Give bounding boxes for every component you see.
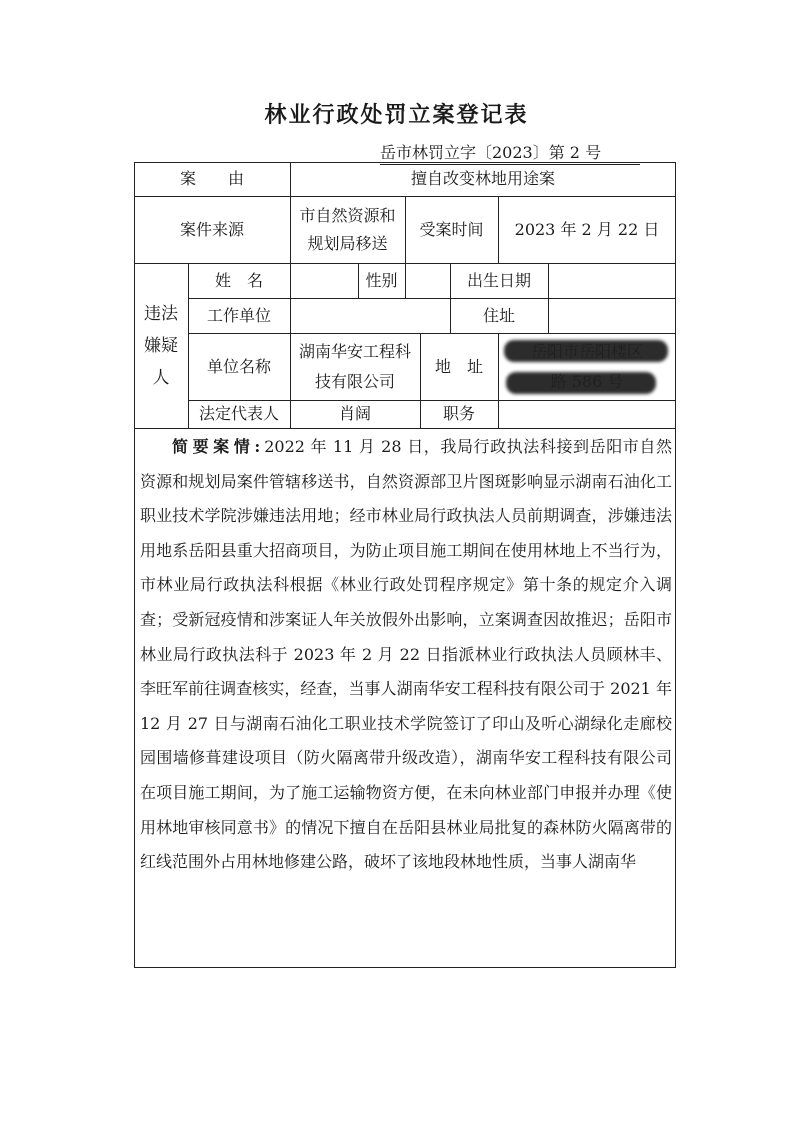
case-summary-text: 2022 年 11 月 28 日，我局行政执法科接到岳阳市自然资源和规划局案件管辖移送书，自然资源部卫片图斑影响显示湖南石油化工职业技术学院涉嫌违法用地；经市林业局行政执法人员前期调查，涉嫌违法用地系岳阳县重大招商项目，为防止项目施工期间在使用林地上不当行为，市林业局行政执法科根据《林业行政处罚程序规定》第十条的规定介入调查；受新冠疫情和涉案证人年关放假外出影响，立案调查因故推迟；岳阳市林业局行政执法科于 2023 年 2 月 22 日指派林业行政执法人员顾林丰、李旺军前往调查核实，经查，当事人湖南华安工程科技有限公司于 2021 年 12 月 27 日与湖南石油化工职业技术学院签订了印山及听心湖绿化走廊校园围墙修葺建设项目（防火隔离带升级改造），湖南华安工程科技有限公司在项目施工期间，为了施工运输物资方便，在未向林业部门申报并办理《使用林地审核同意书》的情况下擅自在岳阳县林业局批复的森林防火隔离带的红线范围外占用林地修建公路，破坏了该地段林地性质，当事人湖南华	[140, 437, 672, 872]
gender-value	[405, 263, 450, 298]
work-unit-value	[290, 298, 450, 333]
source-label: 案件来源	[179, 219, 244, 239]
name-label: 姓 名	[214, 270, 263, 290]
source-value-line1: 市自然资源和	[299, 205, 396, 225]
redaction-mark	[506, 372, 656, 394]
accept-time-label: 受案时间	[419, 219, 484, 239]
unit-address-label: 地 址	[434, 356, 483, 376]
case-summary	[140, 430, 672, 880]
gender-label: 性别	[365, 270, 398, 290]
birth-value	[548, 263, 676, 298]
legal-rep-label: 法定代表人	[198, 404, 279, 423]
cause-label: 案 由	[179, 169, 244, 188]
address-label: 住址	[482, 305, 515, 325]
source-value-line2: 规划局移送	[307, 233, 388, 253]
suspect-label-part: 违法	[144, 303, 178, 324]
redaction-mark	[504, 340, 668, 362]
page-title: 林业行政处罚立案登记表	[264, 102, 529, 128]
address-value	[548, 298, 676, 333]
suspect-label-part: 人	[152, 367, 170, 388]
case-summary-lead: 简要案情:	[172, 437, 265, 456]
unit-name-line2: 技有限公司	[314, 371, 395, 391]
unit-name-line1: 湖南华安工程科	[298, 341, 411, 361]
name-value	[290, 263, 358, 298]
work-unit-label: 工作单位	[206, 305, 271, 325]
source-value	[290, 196, 405, 263]
position-value	[498, 400, 676, 428]
position-label: 职务	[442, 404, 475, 423]
unit-name-label: 单位名称	[206, 356, 271, 376]
suspect-label	[134, 263, 188, 428]
legal-rep-value: 肖阔	[338, 404, 371, 423]
cause-value: 擅自改变林地用途案	[410, 169, 555, 188]
case-number: 岳市林罚立字〔2023〕第 2 号	[380, 140, 640, 165]
accept-time-value: 2023 年 2 月 22 日	[514, 219, 660, 239]
row-divider	[134, 428, 676, 429]
birth-label: 出生日期	[466, 270, 531, 290]
suspect-label-part: 嫌疑	[144, 335, 178, 356]
unit-name-value	[290, 333, 420, 400]
